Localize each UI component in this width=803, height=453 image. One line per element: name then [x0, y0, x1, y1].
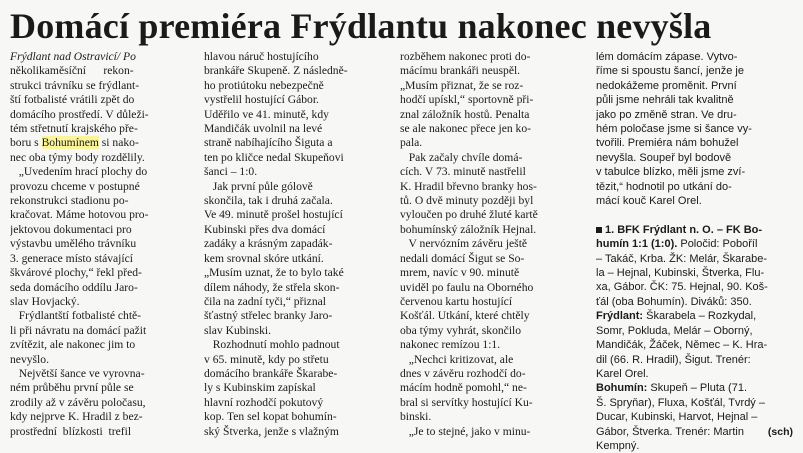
text-line: ťál (oba Bohumín). Diváků: 350. [596, 295, 752, 308]
bullet-square-icon [596, 227, 602, 233]
text-line: hlavou náruč hostujícího [204, 50, 319, 63]
text-line: šanci – 1:0. [204, 165, 258, 179]
text-line: dnes v závěru rozhodčí do- [400, 366, 526, 380]
text-line: K. Hradil břevno branky hos- [400, 179, 537, 193]
text-line: čila na zadní tyči,“ přiznal [204, 294, 326, 308]
text-line: Bohumín: Skupeň – Pluta (71. [596, 382, 748, 395]
text-line: Ve 49. minutě prošel hostující [204, 208, 343, 222]
text-line: binski. [400, 410, 432, 424]
text-line: skončila, tak i druhá začala. [204, 194, 333, 208]
text-line: jako po změně stran. Ve dru- [596, 108, 737, 121]
text-line: bohumínský záložník Hejnal. [400, 222, 537, 236]
text-line: „Musím přiznat, že se roz- [400, 78, 524, 92]
text-line: Gábor, Štverka. Trenér: Martin [596, 425, 744, 438]
text-line: domácího brankáře Škarabe- [204, 366, 338, 380]
text-line: v 65. minutě, kdy po střetu [204, 352, 329, 366]
text-line: prostřední blízkosti trefil [10, 424, 132, 438]
text-line: škvárové plochy,“ řekl před- [10, 266, 142, 280]
text-line: ho protiútoku nebezpečně [204, 78, 324, 92]
text-line: boru s Bohumínem si nako- [10, 136, 139, 150]
text-line: nevyšlo. [10, 352, 49, 366]
text-line: uviděl po faulu na Oborného [400, 280, 534, 294]
text-line: vystřelil hostující Gábor. [204, 93, 319, 107]
text-line: kračovat. Máme hotovou pro- [10, 208, 149, 222]
text-line: zadáky a krásným zapadák- [204, 237, 333, 251]
text-line: – Takáč, Krba. ŽK: Melár, Škarabe- [596, 252, 767, 265]
text-line: mácí kouč Karel Orel. [596, 195, 702, 208]
text-line: slav Kubinski. [204, 323, 271, 337]
text-line: Frýdlant nad Ostravicí/ Po [10, 50, 136, 63]
text-line: „Uvedením hrací plochy do [10, 165, 148, 179]
text-line: ský Štverka, jenže s vlažným [204, 424, 339, 438]
column-2 [204, 50, 392, 439]
text-line: hlavní rozhodčí pokutový [204, 395, 324, 409]
text-line: Největší šance ve vyrovna- [10, 366, 145, 380]
text-line: Frýdlant: Škarabela – Rozkydal, [596, 310, 757, 323]
text-line: ští fotbalisté vrátili zpět do [10, 93, 135, 107]
text-line: 1. BFK Frýdlant n. O. – FK Bo- [596, 223, 796, 237]
text-line: nedali domácí Šigut se So- [400, 251, 525, 265]
highlighted-word: Bohumínem [41, 136, 99, 150]
text-line: nakonec remízou 1:1. [400, 338, 501, 352]
text-line: kdy nejprve K. Hradil z bez- [10, 410, 143, 424]
text-line: Ducar, Kubinski, Harvot, Hejnal – [596, 411, 758, 424]
column-1 [10, 50, 196, 439]
text-line: Mandičák uvolnil na levé [204, 122, 323, 136]
text-line: tvořili. Premiéra nám bohužel [596, 137, 739, 150]
text-line: cích. V 73. minutě nastřelil [400, 165, 526, 179]
text-line: tů. O dvě minuty později byl [400, 194, 534, 208]
text-line: Kubinski přes dva domácí [204, 222, 326, 236]
text-line: Š. Spryňar), Fluxa, Košťál, Tvrdý – [596, 396, 765, 409]
text-line: slav Hovjacký. [10, 294, 80, 308]
text-line: dílem náhody, že střela skon- [204, 280, 340, 294]
text-line: bral si servítky hostující Ku- [400, 395, 533, 409]
text-line: „Je to stejné, jako v minu- [400, 424, 531, 438]
text-line: vyloučen po druhé žluté kartě [400, 208, 538, 222]
text-line: mácím hodně pomohl,“ ne- [400, 381, 527, 395]
headline: Domácí premiéra Frýdlantu nakonec nevyšla [10, 6, 712, 46]
column-4 [596, 50, 796, 453]
text-line: Kempný. [596, 439, 640, 452]
text-line: strukci trávníku se frýdlant- [10, 78, 140, 92]
text-line: tém střetnutí krajského pře- [10, 122, 138, 136]
text-line: V nervózním závěru ještě [400, 237, 528, 251]
text-line: la – Hejnal, Kubinski, Štverka, Flu- [596, 267, 765, 280]
text-line: kop. Ten sel kopat bohumín- [204, 410, 337, 424]
text-line: rekonstrukci stadionu po- [10, 194, 129, 208]
text-line: Jak první půle gólově [204, 179, 313, 193]
text-line: v tabulce blízko, měli jsme zví- [596, 166, 746, 179]
text-line: jektovou dokumentaci pro [10, 222, 132, 236]
text-line: hodčí upískl,“ sportovně při- [400, 93, 534, 107]
text-line: mácímu brankáři neuspěl. [400, 64, 521, 78]
text-line: Frýdlantští fotbalisté chtě- [10, 309, 142, 323]
text-line: říme si spoustu šancí, jenže je [596, 65, 744, 78]
text-line: hém poločase jsme si šance vy- [596, 123, 752, 136]
text-line: „Musím uznat, že to bylo také [204, 266, 344, 280]
text-line: xa, Gábor. ČK: 75. Hejnal, 90. Koš- [596, 281, 768, 294]
text-line: ly s Kubinskim zapískal [204, 381, 316, 395]
text-line: kem srovnal skóre utkání. [204, 251, 324, 265]
text-line: nedokážeme proměnit. První [596, 79, 737, 92]
text-line: dil (66. R. Hradil), Šigut. Trenér: [596, 353, 751, 366]
text-line: výstavbu umělého trávníku [10, 237, 137, 251]
text-line: rozběhem nakonec proti do- [400, 50, 531, 63]
text-line: Karel Orel. [596, 367, 649, 380]
text-line: lém domácím zápase. Vytvo- [596, 51, 738, 63]
text-line: Košťál. Utkání, které chtěly [400, 309, 530, 323]
text-line: Somr, Pokluda, Melár – Oborný, [596, 324, 753, 337]
text-line: oba týmy vyhrát, skončilo [400, 323, 522, 337]
text-line: se ale nakonec přece jen ko- [400, 122, 532, 136]
text-line: zrodily až v závěru poločasu, [10, 395, 146, 409]
author-credit: (sch) [767, 426, 793, 438]
text-line: 3. generace místo stávající [10, 251, 133, 265]
text-line: seda domácího oddílu Jaro- [10, 280, 138, 294]
text-line: znal záložník hostů. Penalta [400, 107, 530, 121]
text-line: zvítězit, ale nakonec jim to [10, 338, 136, 352]
text-line: Pak začaly chvíle domá- [400, 150, 523, 164]
text-line: ném průběhu první půle se [10, 381, 134, 395]
text-line: půli jsme nehráli tak kvalitně [596, 94, 734, 107]
text-line: Rozhodnutí mohlo padnout [204, 338, 340, 352]
text-line: ten po kličce nedal Skupeňovi [204, 150, 344, 164]
text-line: nevyšla. Soupeř byl bodově [596, 151, 732, 164]
text-line: nec oba týmy body rozdělily. [10, 150, 145, 164]
text-line: Mandičák, Žáček, Němec – K. Hra- [596, 339, 768, 352]
text-line: domácího prostředí. V důleži- [10, 107, 149, 121]
text-line: pala. [400, 136, 423, 150]
text-line: šťastný střelec branky Jaro- [204, 309, 333, 323]
text-line: červenou kartu hostující [400, 294, 513, 308]
text-line: několikaměsíční rekon- [10, 64, 134, 78]
text-line: humín 1:1 (1:0). Poločid: Poboříl [596, 238, 758, 251]
text-line: straně nabíhajícího Šiguta a [204, 136, 333, 150]
text-line: li při návratu na domácí pažit [10, 323, 147, 337]
text-line: tězit,“ hodnotil po utkání do- [596, 180, 732, 193]
text-line: „Nechci kritizovat, ale [400, 352, 514, 366]
column-3 [400, 50, 590, 439]
text-line: provozu chceme v postupné [10, 179, 140, 193]
text-line: brankáře Skupeně. Z následně- [204, 64, 348, 78]
text-line: Uděřilo ve 41. minutě, kdy [204, 107, 329, 121]
text-line: mrem, navíc v 90. minutě [400, 266, 520, 280]
